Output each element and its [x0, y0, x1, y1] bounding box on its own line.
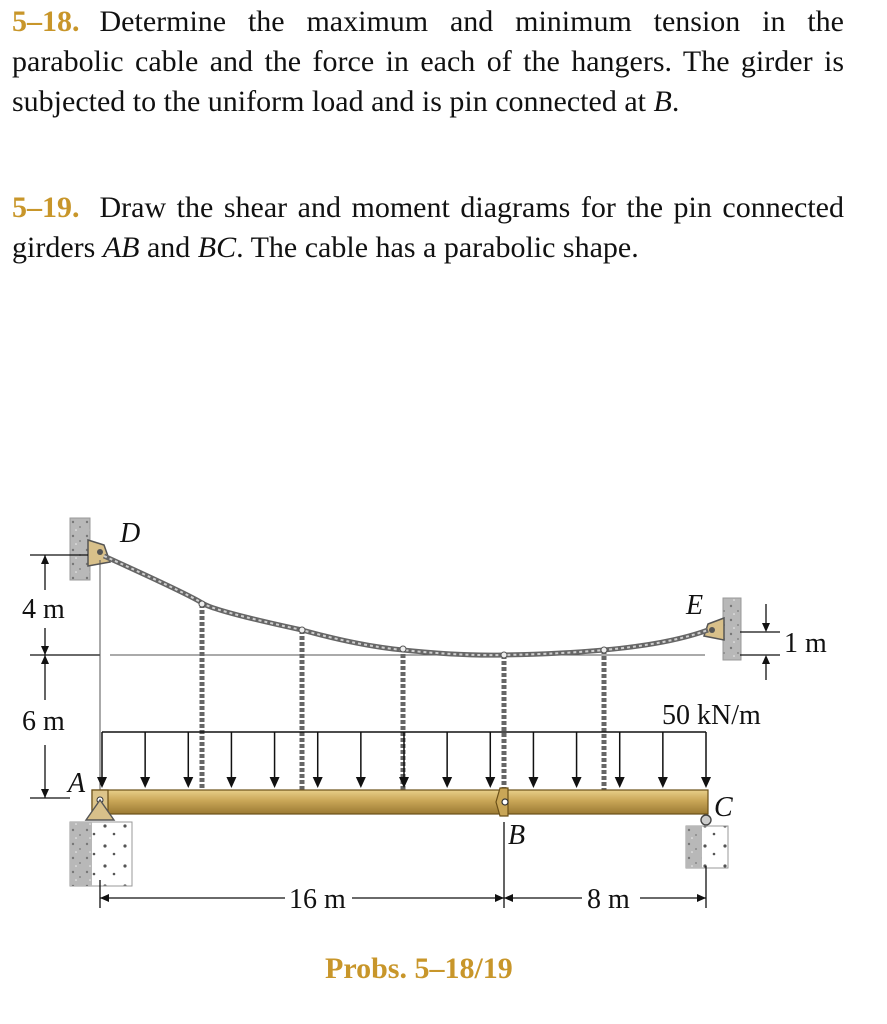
girder-ref: BC	[197, 231, 237, 264]
problem-text: .	[671, 85, 680, 118]
load-arrow-head	[572, 777, 582, 788]
hangers	[202, 604, 604, 792]
load-arrow-head	[183, 777, 193, 788]
load-arrow-head	[701, 777, 711, 788]
load-arrow-head	[442, 777, 452, 788]
load-arrow-head	[97, 777, 107, 788]
load-arrow-head	[226, 777, 236, 788]
load-arrow-head	[658, 777, 668, 788]
label-b: B	[508, 820, 526, 851]
parabolic-cable	[104, 556, 708, 655]
load-arrow-head	[270, 777, 280, 788]
dim-8m: 8 m	[587, 884, 630, 915]
label-c: C	[714, 792, 733, 823]
load-arrow-head	[615, 777, 625, 788]
problem-text: and	[139, 231, 198, 264]
load-arrow-head	[313, 777, 323, 788]
dim-1m: 1 m	[784, 628, 827, 659]
problem-text: Draw the shear and moment diagrams for the pin connected girders	[12, 191, 844, 264]
wall-support-e	[723, 598, 741, 660]
problem-text: . The cable has a parabolic shape.	[236, 231, 639, 264]
dimension-right	[740, 604, 780, 680]
load-arrow-head	[528, 777, 538, 788]
girder-ref: AB	[102, 231, 140, 264]
wall-support-d	[70, 518, 90, 580]
figure-caption: Probs. 5–18/19	[325, 952, 513, 985]
girder-ab	[92, 790, 502, 814]
problem-number: 5–18.	[12, 5, 80, 38]
label-d: D	[120, 518, 141, 549]
load-arrow-head	[140, 777, 150, 788]
load-label: 50 kN/m	[662, 700, 761, 731]
problem-text: Determine the maximum and minimum tension in the parabolic cable and the force in each of the hangers. The girder is subjected to the uniform load and is pin connected at	[12, 5, 844, 118]
dimension-left	[30, 555, 100, 798]
point-ref: B	[653, 85, 672, 118]
dim-6m: 6 m	[22, 706, 65, 737]
dim-4m: 4 m	[22, 594, 65, 625]
roller-c	[701, 815, 711, 825]
label-e: E	[686, 590, 704, 621]
load-arrow-head	[485, 777, 495, 788]
girder-bc	[504, 790, 708, 814]
problem-number: 5–19.	[12, 191, 80, 224]
dim-16m: 16 m	[289, 884, 346, 915]
load-arrows	[97, 732, 711, 788]
label-a: A	[68, 768, 86, 799]
load-arrow-head	[356, 777, 366, 788]
